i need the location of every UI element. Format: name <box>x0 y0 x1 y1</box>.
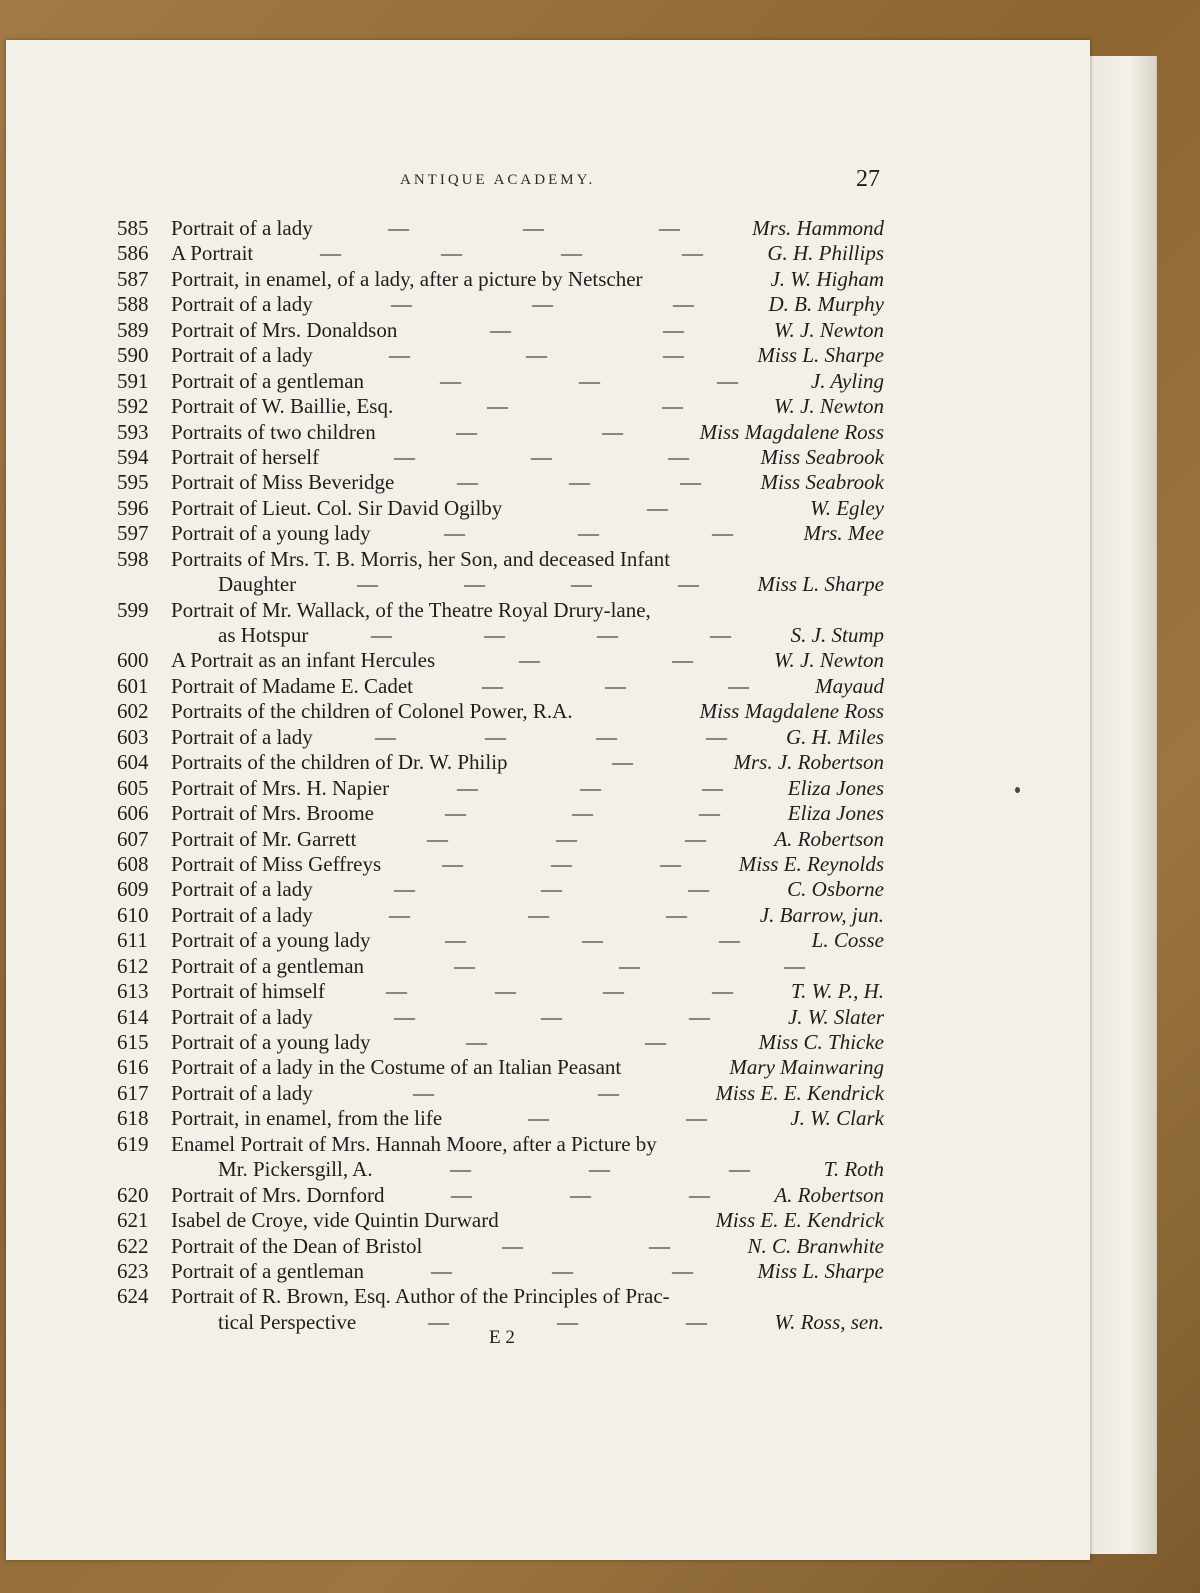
entry-artist: G. H. Phillips <box>767 241 884 266</box>
leader-dash: — <box>394 1004 415 1029</box>
leader-dash: — <box>551 851 572 876</box>
entry-number: 617 <box>117 1080 149 1105</box>
entry-title: Portrait of W. Baillie, Esq. <box>171 394 394 419</box>
entry-number: 586 <box>117 241 149 266</box>
entry-artist: Mayaud <box>815 673 884 698</box>
leader-dash: — <box>712 521 733 546</box>
leader-dash: — <box>464 572 485 597</box>
catalogue-entry <box>117 877 892 902</box>
entry-number: 608 <box>117 851 149 876</box>
catalogue-entry <box>117 1183 892 1208</box>
catalogue-entry <box>117 1106 892 1131</box>
entry-title: Portrait of R. Brown, Esq. Author of the Principles of Prac- <box>171 1284 670 1309</box>
leader-dash: — <box>672 1258 693 1283</box>
entry-number: 585 <box>117 216 149 240</box>
entry-artist: T. Roth <box>823 1157 884 1182</box>
entry-title: Mr. Pickersgill, A. <box>218 1157 373 1182</box>
entry-number: 620 <box>117 1182 149 1207</box>
leader-dash: — <box>603 979 624 1004</box>
catalogue-entry <box>117 903 892 928</box>
page-edges <box>1088 56 1157 1554</box>
entry-artist: J. Barrow, jun. <box>759 902 884 927</box>
catalogue-entry-list <box>117 216 892 1335</box>
entry-artist: J. W. Higham <box>770 266 884 291</box>
catalogue-entry <box>117 801 892 826</box>
leader-dash: — <box>717 368 738 393</box>
leader-dash: — <box>672 648 693 673</box>
leader-dash: — <box>388 216 409 240</box>
entry-artist: Mrs. J. Robertson <box>733 750 884 775</box>
entry-number: 592 <box>117 394 149 419</box>
entry-title: Portrait of a lady <box>171 724 313 749</box>
leader-dash: — <box>668 444 689 469</box>
entry-number: 619 <box>117 1131 149 1156</box>
leader-dash: — <box>466 1030 487 1054</box>
leader-dash: — <box>728 673 749 698</box>
leader-dash: — <box>444 521 465 546</box>
entry-title: Isabel de Croye, vide Quintin Durward <box>171 1208 499 1233</box>
leader-dash: — <box>519 648 540 673</box>
leader-dash: — <box>706 724 727 749</box>
catalogue-entry <box>117 1208 892 1233</box>
catalogue-entry <box>117 496 892 521</box>
entry-title: A Portrait as an infant Hercules <box>171 648 436 673</box>
leader-dash: — <box>445 801 466 826</box>
entry-number: 609 <box>117 877 149 902</box>
catalogue-entry <box>117 521 892 546</box>
catalogue-entry <box>117 954 892 979</box>
leader-dash: — <box>457 470 478 495</box>
leader-dash: — <box>394 877 415 902</box>
leader-dash: — <box>431 1258 452 1283</box>
entry-number: 602 <box>117 699 149 724</box>
leader-dash: — <box>702 775 723 800</box>
entry-title: Portrait of a young lady <box>171 1030 371 1054</box>
catalogue-entry <box>117 241 892 266</box>
entry-artist: Mrs. Mee <box>803 521 884 546</box>
entry-title: Portrait of Mr. Wallack, of the Theatre Royal Drury-lane, <box>171 597 651 622</box>
leader-dash: — <box>541 877 562 902</box>
catalogue-entry <box>117 674 892 699</box>
leader-dash: — <box>456 419 477 444</box>
entry-artist: Miss L. Sharpe <box>757 343 884 368</box>
leader-dash: — <box>605 673 626 698</box>
leader-dash: — <box>569 470 590 495</box>
leader-dash: — <box>686 1106 707 1131</box>
entry-number: 611 <box>117 928 148 953</box>
leader-dash: — <box>689 1004 710 1029</box>
catalogue-entry <box>117 1234 892 1259</box>
catalogue-entry <box>117 420 892 445</box>
entry-title: Portraits of Mrs. T. B. Morris, her Son, and deceased Infant <box>171 546 671 571</box>
entry-title: Portraits of the children of Dr. W. Philip <box>171 750 508 775</box>
catalogue-entry <box>117 547 892 572</box>
leader-dash: — <box>320 241 341 266</box>
entry-title: Portrait of Mr. Garrett <box>171 826 357 851</box>
entry-number: 622 <box>117 1233 149 1258</box>
entry-number: 624 <box>117 1284 149 1309</box>
leader-dash: — <box>502 1233 523 1258</box>
entry-number: 613 <box>117 979 149 1004</box>
entry-title: Portrait of Mrs. Donaldson <box>171 317 398 342</box>
entry-number: 590 <box>117 343 149 368</box>
leader-dash: — <box>680 470 701 495</box>
leader-dash: — <box>729 1157 750 1182</box>
entry-artist: L. Cosse <box>811 928 884 953</box>
leader-dash: — <box>682 241 703 266</box>
leader-dash: — <box>699 801 720 826</box>
entry-artist: W. J. Newton <box>773 394 884 419</box>
entry-number: 593 <box>117 419 149 444</box>
leader-dash: — <box>685 826 706 851</box>
entry-title: Portrait of the Dean of Bristol <box>171 1233 423 1258</box>
entry-title: Portrait of a lady <box>171 877 313 902</box>
entry-title: Enamel Portrait of Mrs. Hannah Moore, after a Picture by <box>171 1131 657 1156</box>
leader-dash: — <box>454 953 475 978</box>
catalogue-entry <box>117 318 892 343</box>
leader-dash: — <box>602 419 623 444</box>
leader-dash: — <box>598 1080 619 1105</box>
entry-title: Portrait of Mrs. H. Napier <box>171 775 390 800</box>
entry-artist: W. Egley <box>810 495 884 520</box>
catalogue-entry <box>117 1284 892 1309</box>
catalogue-entry <box>117 292 892 317</box>
leader-dash: — <box>572 801 593 826</box>
leader-dash: — <box>413 1080 434 1105</box>
catalogue-entry <box>117 598 892 623</box>
leader-dash: — <box>570 1182 591 1207</box>
entry-title: A Portrait <box>171 241 254 266</box>
catalogue-entry <box>117 1259 892 1284</box>
leader-dash: — <box>386 979 407 1004</box>
leader-dash: — <box>526 343 547 368</box>
entry-artist: Miss L. Sharpe <box>757 572 884 597</box>
entry-artist: S. J. Stump <box>790 623 884 647</box>
leader-dash: — <box>663 343 684 368</box>
catalogue-entry <box>117 394 892 419</box>
entry-number: 589 <box>117 317 149 342</box>
entry-title: Portrait of a lady <box>171 1004 313 1029</box>
entry-artist: D. B. Murphy <box>768 292 884 317</box>
leader-dash: — <box>389 343 410 368</box>
entry-number: 605 <box>117 775 149 800</box>
entry-artist: Mrs. Hammond <box>752 216 884 240</box>
leader-dash: — <box>561 241 582 266</box>
entry-number: 601 <box>117 673 149 698</box>
leader-dash: — <box>660 851 681 876</box>
leader-dash: — <box>686 1309 707 1334</box>
catalogue-entry <box>117 445 892 470</box>
entry-number: 604 <box>117 750 149 775</box>
leader-dash: — <box>541 1004 562 1029</box>
catalogue-entry <box>117 928 892 953</box>
entry-number: 612 <box>117 953 149 978</box>
leader-dash: — <box>712 979 733 1004</box>
catalogue-entry <box>117 979 892 1004</box>
leader-dash: — <box>688 877 709 902</box>
entry-artist: J. W. Slater <box>787 1004 884 1029</box>
entry-number: 610 <box>117 902 149 927</box>
leader-dash: — <box>457 775 478 800</box>
entry-title: Portrait of Lieut. Col. Sir David Ogilby <box>171 495 503 520</box>
entry-artist: Miss Seabrook <box>760 444 884 469</box>
entry-title: Portrait of a lady <box>171 1080 313 1105</box>
entry-title: Portrait of a gentleman <box>171 368 365 393</box>
leader-dash: — <box>719 928 740 953</box>
entry-artist: Miss Magdalene Ross <box>699 699 884 724</box>
leader-dash: — <box>391 292 412 317</box>
entry-number: 606 <box>117 801 149 826</box>
entry-title: Portrait of a lady <box>171 292 313 317</box>
leader-dash: — <box>495 979 516 1004</box>
catalogue-entry-continuation <box>117 572 892 597</box>
leader-dash: — <box>619 953 640 978</box>
entry-artist: G. H. Miles <box>786 724 884 749</box>
leader-dash: — <box>532 292 553 317</box>
entry-title: Portrait of a lady <box>171 902 313 927</box>
entry-artist: Miss Seabrook <box>760 470 884 495</box>
leader-dash: — <box>647 495 668 520</box>
entry-number: 594 <box>117 444 149 469</box>
catalogue-entry <box>117 1132 892 1157</box>
entry-number: 595 <box>117 470 149 495</box>
entry-title: Portraits of the children of Colonel Power, R.A. <box>171 699 573 724</box>
entry-artist: Miss E. Reynolds <box>738 851 884 876</box>
entry-artist: Miss Magdalene Ross <box>699 419 884 444</box>
entry-number: 616 <box>117 1055 149 1080</box>
entry-artist: C. Osborne <box>787 877 884 902</box>
leader-dash: — <box>663 317 684 342</box>
leader-dash: — <box>441 241 462 266</box>
page-number: 27 <box>856 166 880 192</box>
entry-title: as Hotspur <box>218 623 309 647</box>
leader-dash: — <box>445 928 466 953</box>
entry-title: Portrait of Miss Beveridge <box>171 470 395 495</box>
leader-dash: — <box>612 750 633 775</box>
running-head: ANTIQUE ACADEMY. <box>400 172 596 188</box>
leader-dash: — <box>579 368 600 393</box>
entry-artist: A. Robertson <box>774 1182 884 1207</box>
leader-dash: — <box>371 623 392 647</box>
entry-number: 623 <box>117 1258 149 1283</box>
entry-title: Daughter <box>218 572 297 597</box>
catalogue-entry <box>117 725 892 750</box>
leader-dash: — <box>678 572 699 597</box>
leader-dash: — <box>427 826 448 851</box>
entry-title: Portrait of Mrs. Broome <box>171 801 374 826</box>
leader-dash: — <box>482 673 503 698</box>
entry-title: Portrait of a gentleman <box>171 1258 365 1283</box>
leader-dash: — <box>490 317 511 342</box>
leader-dash: — <box>450 1157 471 1182</box>
entry-number: 588 <box>117 292 149 317</box>
leader-dash: — <box>357 572 378 597</box>
catalogue-entry <box>117 267 892 292</box>
leader-dash: — <box>659 216 680 240</box>
leader-dash: — <box>389 902 410 927</box>
entry-title: Portrait, in enamel, from the life <box>171 1106 443 1131</box>
entry-title: Portrait of Mrs. Dornford <box>171 1182 385 1207</box>
entry-artist: Mary Mainwaring <box>729 1055 884 1080</box>
entry-artist: Eliza Jones <box>787 775 884 800</box>
entry-artist: W. J. Newton <box>773 648 884 673</box>
leader-dash: — <box>710 623 731 647</box>
entry-number: 598 <box>117 546 149 571</box>
catalogue-entry <box>117 470 892 495</box>
entry-title: Portrait of Madame E. Cadet <box>171 673 414 698</box>
leader-dash: — <box>649 1233 670 1258</box>
leader-dash: — <box>428 1309 449 1334</box>
catalogue-entry <box>117 1005 892 1030</box>
leader-dash: — <box>556 826 577 851</box>
entry-artist: W. Ross, sen. <box>774 1309 884 1334</box>
leader-dash: — <box>394 444 415 469</box>
leader-dash: — <box>440 368 461 393</box>
entry-artist: W. J. Newton <box>773 317 884 342</box>
leader-dash: — <box>442 851 463 876</box>
leader-dash: — <box>662 394 683 419</box>
catalogue-entry <box>117 699 892 724</box>
entry-number: 597 <box>117 521 149 546</box>
leader-dash: — <box>784 953 805 978</box>
entry-title: Portrait of a lady in the Costume of an Italian Peasant <box>171 1055 622 1080</box>
entry-number: 599 <box>117 597 149 622</box>
entry-title: Portrait of a young lady <box>171 928 371 953</box>
catalogue-entry-continuation <box>117 623 892 648</box>
entry-number: 607 <box>117 826 149 851</box>
leader-dash: — <box>528 1106 549 1131</box>
catalogue-entry <box>117 648 892 673</box>
entry-number: 615 <box>117 1030 149 1054</box>
leader-dash: — <box>596 724 617 749</box>
catalogue-entry <box>117 343 892 368</box>
catalogue-entry <box>117 1055 892 1080</box>
entry-number: 614 <box>117 1004 149 1029</box>
entry-title: Portrait of a lady <box>171 216 313 240</box>
leader-dash: — <box>531 444 552 469</box>
paper-blemish <box>1015 787 1020 793</box>
catalogue-entry <box>117 827 892 852</box>
entry-number: 600 <box>117 648 149 673</box>
entry-artist: Miss E. E. Kendrick <box>715 1080 884 1105</box>
leader-dash: — <box>571 572 592 597</box>
catalogue-entry <box>117 1081 892 1106</box>
leader-dash: — <box>597 623 618 647</box>
entry-title: Portrait, in enamel, of a lady, after a picture by Netscher <box>171 266 643 291</box>
catalogue-entry <box>117 750 892 775</box>
leader-dash: — <box>580 775 601 800</box>
leader-dash: — <box>528 902 549 927</box>
leader-dash: — <box>451 1182 472 1207</box>
entry-artist: J. Ayling <box>810 368 884 393</box>
entry-title: Portrait of a lady <box>171 343 313 368</box>
leader-dash: — <box>582 928 603 953</box>
leader-dash: — <box>666 902 687 927</box>
signature-mark: E 2 <box>489 1327 515 1348</box>
leader-dash: — <box>589 1157 610 1182</box>
catalogue-entry <box>117 852 892 877</box>
entry-title: Portrait of a gentleman <box>171 953 365 978</box>
entry-artist: Miss L. Sharpe <box>757 1258 884 1283</box>
leader-dash: — <box>523 216 544 240</box>
catalogue-entry-continuation <box>117 1157 892 1182</box>
leader-dash: — <box>673 292 694 317</box>
entry-artist: T. W. P., H. <box>791 979 884 1004</box>
leader-dash: — <box>487 394 508 419</box>
entry-artist: Miss E. E. Kendrick <box>715 1208 884 1233</box>
catalogue-entry <box>117 369 892 394</box>
entry-number: 596 <box>117 495 149 520</box>
catalogue-entry <box>117 1030 892 1055</box>
catalogue-entry <box>117 216 892 241</box>
entry-title: Portrait of Miss Geffreys <box>171 851 382 876</box>
entry-number: 587 <box>117 266 149 291</box>
leader-dash: — <box>552 1258 573 1283</box>
leader-dash: — <box>645 1030 666 1054</box>
entry-title: Portrait of a young lady <box>171 521 371 546</box>
entry-artist: Eliza Jones <box>787 801 884 826</box>
leader-dash: — <box>375 724 396 749</box>
entry-title: Portrait of himself <box>171 979 325 1004</box>
entry-title: Portraits of two children <box>171 419 376 444</box>
leader-dash: — <box>689 1182 710 1207</box>
entry-number: 603 <box>117 724 149 749</box>
leader-dash: — <box>578 521 599 546</box>
entry-artist: Miss C. Thicke <box>758 1030 884 1054</box>
entry-title: Portrait of herself <box>171 444 320 469</box>
catalogue-entry <box>117 776 892 801</box>
leader-dash: — <box>485 724 506 749</box>
entry-artist: J. W. Clark <box>790 1106 884 1131</box>
entry-number: 621 <box>117 1208 149 1233</box>
leader-dash: — <box>557 1309 578 1334</box>
entry-title: tical Perspective <box>218 1309 357 1334</box>
entry-number: 591 <box>117 368 149 393</box>
entry-artist: N. C. Branwhite <box>747 1233 884 1258</box>
leader-dash: — <box>484 623 505 647</box>
entry-artist: A. Robertson <box>774 826 884 851</box>
entry-number: 618 <box>117 1106 149 1131</box>
